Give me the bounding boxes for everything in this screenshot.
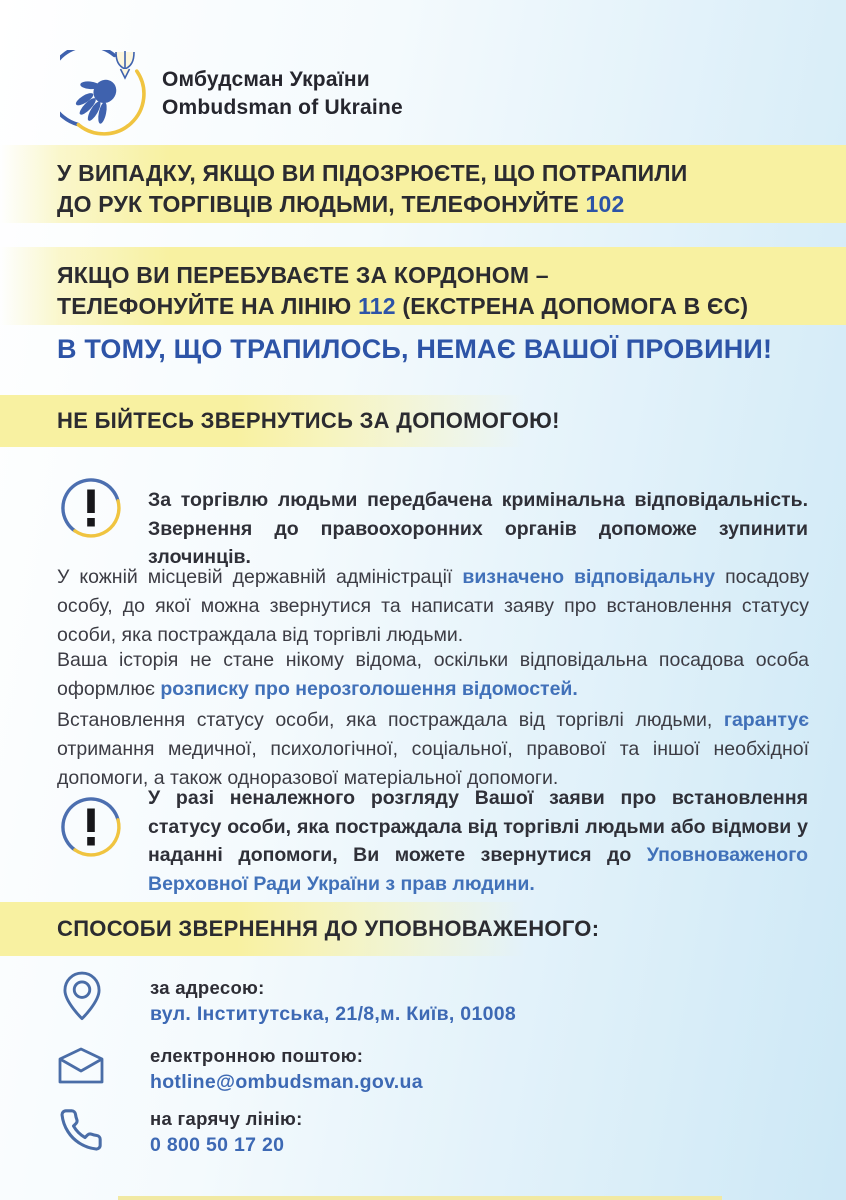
heading-no-blame: В ТОМУ, ЩО ТРАПИЛОСЬ, НЕМАЄ ВАШОЇ ПРОВИНИ!: [57, 334, 773, 364]
para-confidential-t1: Ваша історія не стане нікому відома, оскільки відповідальна посадова особа оформлює: [57, 649, 809, 700]
phone-number-112: 112: [358, 293, 396, 319]
banner-102-line2: ДО РУК ТОРГІВЦІВ ЛЮДЬМИ, ТЕЛЕФОНУЙТЕ: [57, 191, 586, 217]
para-status-highlight: гарантує: [723, 709, 809, 731]
contact-hotline: [150, 1105, 303, 1159]
para-status-t1: Встановлення статусу особи, яка постраждала від торгівлі людьми,: [57, 709, 724, 731]
banner-112-line2: ТЕЛЕФОНУЙТЕ НА ЛІНІЮ: [57, 293, 359, 319]
banner-call-112: [0, 247, 846, 325]
para-official-highlight: визначено відповідальну: [462, 566, 716, 588]
ombudsman-logo: [60, 50, 403, 138]
phone-number-102: 102: [585, 191, 625, 217]
banner-112-line1: ЯКЩО ВИ ПЕРЕБУВАЄТЕ ЗА КОРДОНОМ –: [57, 262, 549, 288]
banner-call-102: [0, 145, 846, 223]
contact-email-value: hotline@ombudsman.gov.ua: [150, 1071, 423, 1093]
alert-appeal-ombudsman: [148, 784, 808, 898]
bottom-accent-bar: [118, 1196, 722, 1200]
heading-dont-fear: НЕ БІЙТЕСЬ ЗВЕРНУТИСЬ ЗА ДОПОМОГОЮ!: [57, 408, 560, 433]
contact-address: [150, 974, 516, 1028]
trident-emblem: [116, 51, 134, 78]
alert-criminal-liability: [148, 486, 808, 572]
alert-appeal-highlight: Уповноваженого Верховної Ради України з прав людини.: [148, 844, 808, 895]
para-official-t2: посадову особу, до якої можна звернутися та написати заяву про встановлення статусу особи, яка постраждала від торгівлі людьми.: [57, 566, 809, 646]
exclamation-icon: [59, 795, 123, 859]
alert-appeal-t1: У разі неналежного розгляду Вашої заяви про встановлення статусу особи, яка постраждала від торгівлі людьми або відмови у наданні допомоги, Ви можете звернутися до: [148, 787, 808, 866]
logo-title-uk: Омбудсман України: [162, 68, 370, 91]
location-pin-icon: [58, 970, 106, 1030]
handprint: [64, 66, 128, 130]
phone-icon: [58, 1107, 104, 1153]
para-status-t2: отримання медичної, психологічної, соціальної, правової та іншої необхідної допомоги, а також одноразової матеріальної допомоги.: [57, 738, 809, 789]
contact-heading-band: [0, 902, 846, 956]
paragraph-confidentiality: [57, 646, 809, 704]
alert-criminal-text: За торгівлю людьми передбачена кримінальна відповідальність. Звернення до правоохоронних органів допоможе зупинити злочинців.: [148, 489, 808, 568]
envelope-icon: [56, 1046, 106, 1086]
contact-hotline-label: на гарячу лінію:: [150, 1108, 303, 1129]
banner-102-line1: У ВИПАДКУ, ЯКЩО ВИ ПІДОЗРЮЄТЕ, ЩО ПОТРАПИЛИ: [57, 160, 688, 186]
para-confidential-highlight: розписку про нерозголошення відомостей.: [160, 678, 578, 700]
contact-address-value: вул. Інститутська, 21/8,м. Київ, 01008: [150, 1003, 517, 1025]
paragraph-status-guarantee: [57, 706, 809, 793]
contact-heading: СПОСОБИ ЗВЕРНЕННЯ ДО УПОВНОВАЖЕНОГО:: [57, 916, 600, 941]
ombudsman-logo-icon: [60, 50, 148, 138]
contact-email: [150, 1042, 423, 1096]
paragraph-responsible-official: [57, 563, 809, 650]
para-official-t1: У кожній місцевій державній адміністрації: [57, 566, 463, 588]
exclamation-icon: [59, 476, 123, 540]
logo-title-en: Ombudsman of Ukraine: [162, 96, 403, 119]
contact-hotline-value: 0 800 50 17 20: [150, 1134, 285, 1156]
contact-email-label: електронною поштою:: [150, 1045, 364, 1066]
heading-dont-fear-band: [0, 395, 846, 447]
contact-address-label: за адресою:: [150, 977, 265, 998]
banner-112-line2-suffix: (ЕКСТРЕНА ДОПОМОГА В ЄС): [395, 293, 749, 319]
